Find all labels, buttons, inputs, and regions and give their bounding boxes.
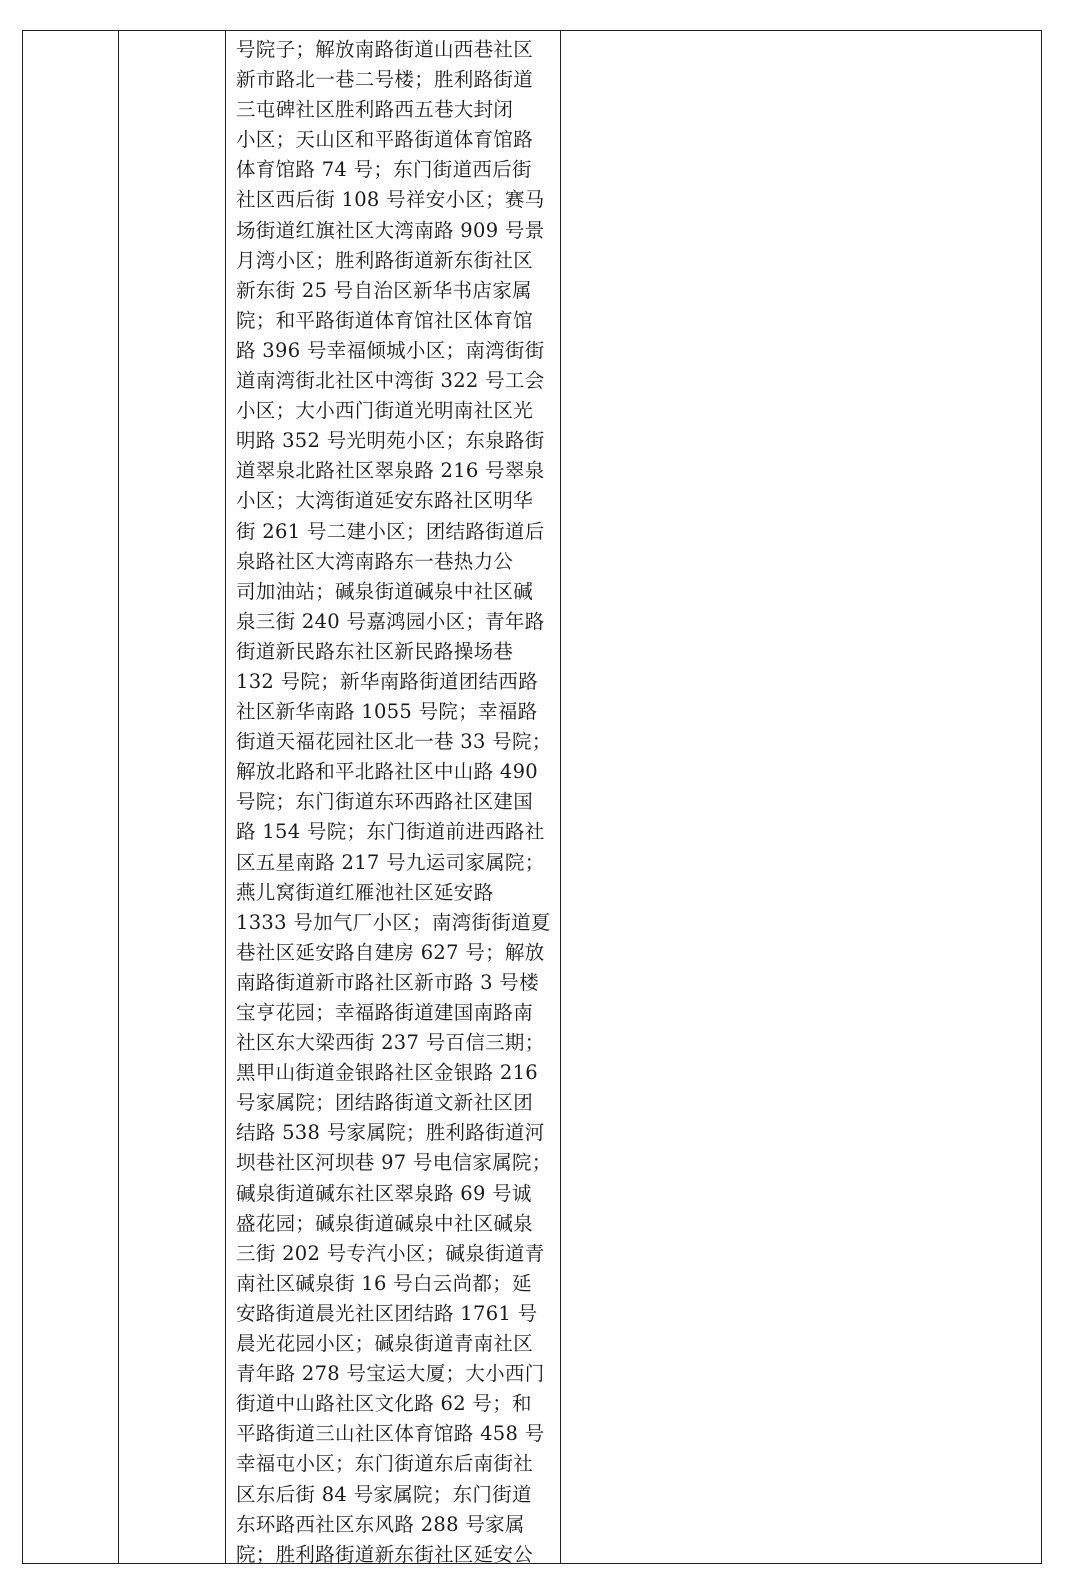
address-text-line: 路 396 号幸福倾城小区；南湾街街 (236, 338, 545, 362)
address-text-line: 街道中山路社区文化路 62 号；和 (236, 1392, 532, 1416)
address-text-line: 小区；大小西门街道光明南社区光 (236, 399, 534, 423)
address-text-line: 月湾小区；胜利路街道新东街社区 (236, 248, 534, 272)
address-text-line: 社区东大梁西街 237 号百信三期； (236, 1031, 545, 1055)
address-text-line: 体育馆路 74 号；东门街道西后街 (236, 158, 532, 182)
table-column-1 (23, 31, 119, 1563)
address-text-line: 社区西后街 108 号祥安小区；赛马 (236, 188, 545, 212)
address-text-line: 南社区碱泉街 16 号白云尚都；延 (236, 1271, 532, 1295)
address-text-line: 院；胜利路街道新东街社区延安公 (236, 1542, 534, 1566)
address-text-line: 号家属院；团结路街道文新社区团 (236, 1091, 534, 1115)
address-text-line: 小区；天山区和平路街道体育馆路 (236, 128, 534, 152)
address-text-line: 场街道红旗社区大湾南路 909 号景 (236, 218, 545, 242)
address-text-line: 街道新民路东社区新民路操场巷 (236, 639, 514, 663)
address-text-line: 解放北路和平北路社区中山路 490 (236, 760, 539, 784)
address-text-line: 宝亨花园；幸福路街道建国南路南 (236, 1001, 534, 1024)
address-text-line: 平路街道三山社区体育馆路 458 号 (236, 1422, 545, 1446)
address-text-line: 南路街道新市路社区新市路 3 号楼 (236, 970, 539, 994)
address-text-line: 巷社区延安路自建房 627 号；解放 (236, 940, 545, 964)
address-text-line: 晨光花园小区；碱泉街道青南社区 (236, 1332, 534, 1356)
address-text-line: 区五星南路 217 号九运司家属院； (236, 850, 545, 874)
address-text-line: 路 154 号院；东门街道前进西路社 (236, 820, 545, 844)
address-text-line: 街 261 号二建小区；团结路街道后 (236, 519, 545, 543)
address-text-line: 泉路社区大湾南路东一巷热力公 (236, 549, 514, 573)
address-text-line: 三屯碑社区胜利路西五巷大封闭 (236, 98, 514, 122)
address-text-line: 黑甲山街道金银路社区金银路 216 (236, 1061, 539, 1085)
address-text-line: 结路 538 号家属院；胜利路街道河 (236, 1121, 545, 1145)
document-table (22, 30, 1042, 1564)
address-text-line: 132 号院；新华南路街道团结西路 (236, 669, 539, 693)
address-text-line: 安路街道晨光社区团结路 1761 号 (236, 1301, 538, 1325)
address-text-line: 司加油站；碱泉街道碱泉中社区碱 (236, 579, 534, 603)
address-text-line: 新东街 25 号自治区新华书店家属 (236, 278, 532, 302)
address-text-line: 道南湾街北社区中湾街 322 号工会 (236, 369, 545, 393)
address-text-line: 幸福屯小区；东门街道东后南街社 (236, 1452, 534, 1476)
address-text-line: 院；和平路街道体育馆社区体育馆 (236, 308, 534, 332)
address-text-line: 小区；大湾街道延安东路社区明华 (236, 489, 534, 513)
address-text-line: 东环路西社区东风路 288 号家属 (236, 1512, 525, 1536)
table-column-4 (561, 31, 1041, 1563)
address-text-line: 泉三街 240 号嘉鸿园小区；青年路 (236, 609, 545, 633)
address-text-line: 盛花园；碱泉街道碱泉中社区碱泉 (236, 1211, 534, 1235)
address-list-cell (226, 31, 561, 1566)
table-column-2 (119, 31, 226, 1563)
address-text-line: 街道天福花园社区北一巷 33 号院； (236, 730, 552, 754)
address-text-line: 三街 202 号专汽小区；碱泉街道青 (236, 1241, 545, 1265)
address-text-line: 燕儿窝街道红雁池社区延安路 (236, 880, 494, 904)
address-text-line: 坝巷社区河坝巷 97 号电信家属院； (236, 1151, 552, 1175)
address-text-line: 区东后街 84 号家属院；东门街道 (236, 1482, 532, 1506)
address-text-line: 号院子；解放南路街道山西巷社区 (236, 38, 534, 61)
address-text-line: 新市路北一巷二号楼；胜利路街道 (236, 68, 534, 92)
address-text-line: 社区新华南路 1055 号院；幸福路 (236, 700, 538, 724)
address-text-line: 道翠泉北路社区翠泉路 216 号翠泉 (236, 459, 545, 483)
address-text-line: 明路 352 号光明苑小区；东泉路街 (236, 429, 545, 453)
address-text-line: 号院；东门街道东环西路社区建国 (236, 790, 534, 814)
address-text-line: 碱泉街道碱东社区翠泉路 69 号诚 (236, 1181, 532, 1205)
address-text-line: 1333 号加气厂小区；南湾街街道夏 (236, 910, 551, 934)
address-text-line: 青年路 278 号宝运大厦；大小西门 (236, 1362, 545, 1386)
